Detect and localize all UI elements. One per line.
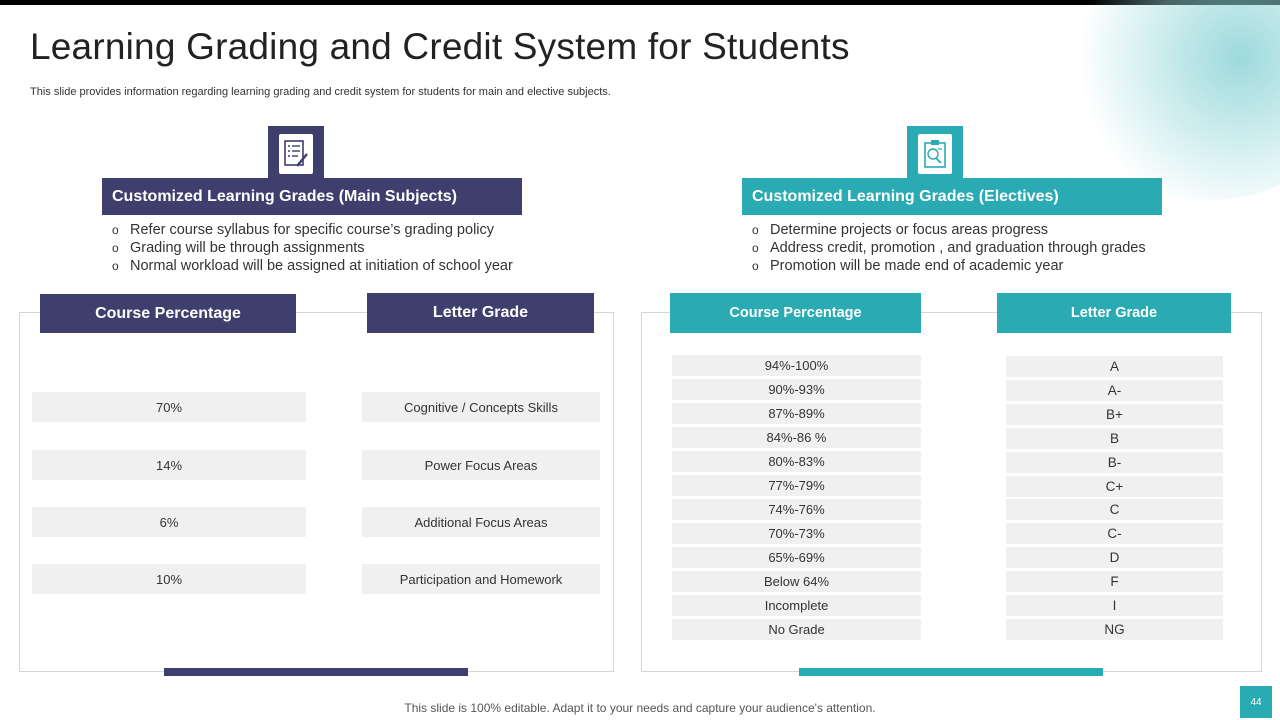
electives-accent-bar	[799, 668, 1103, 676]
main-percentage-cell: 6%	[32, 507, 306, 537]
list-item: o Refer course syllabus for specific course’s grading policy	[112, 222, 495, 238]
electives-grade-cell: I	[1006, 595, 1223, 616]
main-bullet-list	[112, 221, 513, 275]
electives-bullet-list	[752, 221, 1146, 275]
electives-percentage-cell: 80%-83%	[672, 451, 921, 472]
list-item: o Determine projects or focus areas progress	[752, 222, 1049, 238]
electives-percentage-cell: 65%-69%	[672, 547, 921, 568]
main-percentage-cell: 10%	[32, 564, 306, 594]
list-item: o Promotion will be made end of academic year	[752, 258, 1064, 274]
list-item: o Grading will be through assignments	[112, 240, 365, 256]
electives-grade-cell: D	[1006, 547, 1223, 568]
main-percentage-cell: 70%	[32, 392, 306, 422]
electives-grade-cell: NG	[1006, 619, 1223, 640]
main-grade-cell: Power Focus Areas	[362, 450, 600, 480]
main-grade-cell: Participation and Homework	[362, 564, 600, 594]
page-number-badge: 44	[1240, 686, 1272, 718]
electives-grade-cell: C	[1006, 499, 1223, 520]
electives-grade-cell: C-	[1006, 523, 1223, 544]
decorative-glow	[1060, 0, 1280, 200]
main-grades-panel	[19, 312, 614, 672]
electives-grade-cell: A	[1006, 356, 1223, 377]
electives-grade-cell: B-	[1006, 452, 1223, 473]
electives-grade-cell: C+	[1006, 476, 1223, 497]
electives-percentage-cell: 87%-89%	[672, 403, 921, 424]
slide-title: Learning Grading and Credit System for Students	[30, 26, 850, 67]
electives-letter-grade-header: Letter Grade	[997, 293, 1231, 333]
footer-note: This slide is 100% editable. Adapt it to your needs and capture your audience's attention.	[404, 701, 876, 715]
slide-subtitle: This slide provides information regarding learning grading and credit system for students for main and elective subjects.	[30, 86, 611, 98]
electives-grade-cell: B	[1006, 428, 1223, 449]
electives-course-percentage-header: Course Percentage	[670, 293, 921, 333]
electives-percentage-cell: No Grade	[672, 619, 921, 640]
main-course-percentage-header: Course Percentage	[40, 294, 296, 333]
clipboard-icon	[907, 126, 963, 182]
main-accent-bar	[164, 668, 468, 676]
electives-percentage-cell: Incomplete	[672, 595, 921, 616]
main-percentage-cell: 14%	[32, 450, 306, 480]
electives-percentage-cell: 77%-79%	[672, 475, 921, 496]
electives-percentage-cell: 90%-93%	[672, 379, 921, 400]
document-pencil-icon	[268, 126, 324, 182]
electives-grade-cell: A-	[1006, 380, 1223, 401]
electives-percentage-cell: Below 64%	[672, 571, 921, 592]
main-subjects-heading: Customized Learning Grades (Main Subjects)	[102, 178, 522, 215]
electives-grade-cell: B+	[1006, 404, 1223, 425]
main-grade-cell: Additional Focus Areas	[362, 507, 600, 537]
main-letter-grade-header: Letter Grade	[367, 293, 594, 333]
main-grade-cell: Cognitive / Concepts Skills	[362, 392, 600, 422]
electives-percentage-cell: 94%-100%	[672, 355, 921, 376]
list-item: o Normal workload will be assigned at initiation of school year	[112, 258, 513, 274]
electives-grade-cell: F	[1006, 571, 1223, 592]
list-item: o Address credit, promotion , and graduation through grades	[752, 240, 1146, 256]
electives-heading: Customized Learning Grades (Electives)	[742, 178, 1162, 215]
electives-percentage-cell: 74%-76%	[672, 499, 921, 520]
electives-percentage-cell: 70%-73%	[672, 523, 921, 544]
electives-percentage-cell: 84%-86 %	[672, 427, 921, 448]
